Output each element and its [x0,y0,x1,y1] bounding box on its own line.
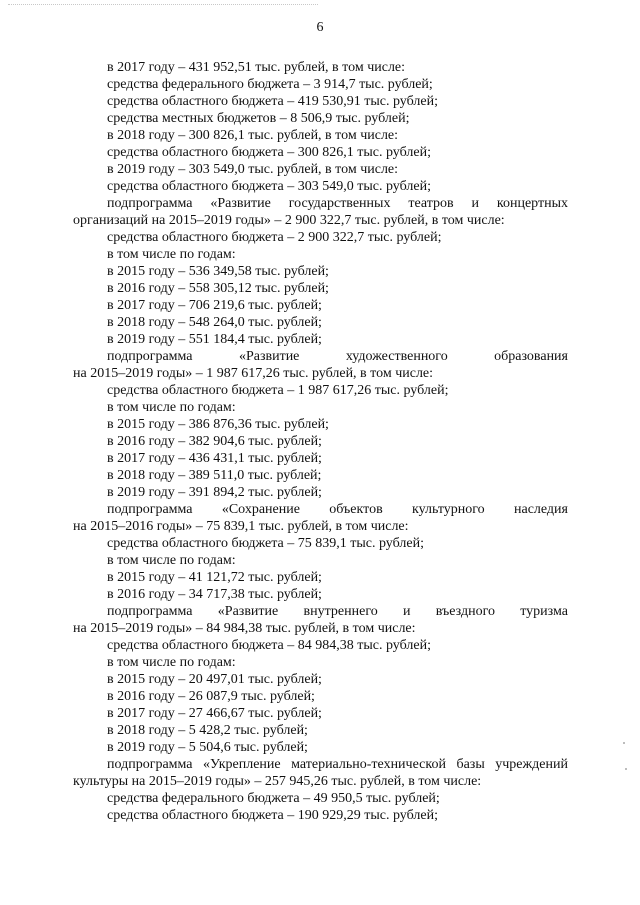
scan-speck [623,742,625,744]
text-line: в 2017 году – 27 466,67 тыс. рублей; [107,706,322,721]
text-line: средства областного бюджета – 75 839,1 тыс. рублей; [107,536,424,551]
text-line: в 2018 году – 548 264,0 тыс. рублей; [107,315,322,330]
text-line: средства областного бюджета – 303 549,0 тыс. рублей; [107,179,431,194]
text-line: средства областного бюджета – 1 987 617,26 тыс. рублей; [107,383,449,398]
text-line: средства областного бюджета – 419 530,91 тыс. рублей; [107,94,438,109]
text-line: в 2017 году – 436 431,1 тыс. рублей; [107,451,322,466]
text-line: в 2017 году – 431 952,51 тыс. рублей, в том числе: [107,60,406,75]
text-line: в 2018 году – 389 511,0 тыс. рублей; [107,468,322,483]
text-line: в 2016 году – 26 087,9 тыс. рублей; [107,689,315,704]
text-line: в 2015 году – 41 121,72 тыс. рублей; [107,570,322,585]
scan-speck [625,768,627,770]
text-line: в 2019 году – 551 184,4 тыс. рублей; [107,332,322,347]
text-line: средства областного бюджета – 2 900 322,7 тыс. рублей; [107,230,442,245]
text-line: в 2015 году – 536 349,58 тыс. рублей; [107,264,329,279]
text-line: в 2015 году – 386 876,36 тыс. рублей; [107,417,329,432]
text-line: в 2015 году – 20 497,01 тыс. рублей; [107,672,322,687]
scan-artifact [8,4,318,6]
text-line: в 2016 году – 34 717,38 тыс. рублей; [107,587,322,602]
text-line: на 2015–2019 годы» – 84 984,38 тыс. рублей, в том числе: [73,621,416,636]
text-line: средства областного бюджета – 84 984,38 тыс. рублей; [107,638,431,653]
text-line: средства федерального бюджета – 49 950,5 тыс. рублей; [107,791,440,806]
text-line: в том числе по годам: [107,553,236,568]
text-line: в 2019 году – 391 894,2 тыс. рублей; [107,485,322,500]
text-line: в 2019 году – 5 504,6 тыс. рублей; [107,740,308,755]
text-line: в том числе по годам: [107,400,236,415]
text-line: в 2018 году – 300 826,1 тыс. рублей, в том числе: [107,128,399,143]
text-line: на 2015–2016 годы» – 75 839,1 тыс. рублей, в том числе: [73,519,409,534]
text-line: подпрограмма «Развитие внутреннего и въездного туризма [107,604,568,619]
text-line: средства областного бюджета – 190 929,29 тыс. рублей; [107,808,438,823]
text-line: подпрограмма «Сохранение объектов культурного наследия [107,502,568,517]
text-line: организаций на 2015–2019 годы» – 2 900 322,7 тыс. рублей, в том числе: [73,213,505,228]
text-line: подпрограмма «Развитие государственных театров и концертных [107,196,568,211]
text-line: в 2019 году – 303 549,0 тыс. рублей, в том числе: [107,162,399,177]
page-number: 6 [316,20,324,35]
text-line: в 2016 году – 558 305,12 тыс. рублей; [107,281,329,296]
text-line: культуры на 2015–2019 годы» – 257 945,26 тыс. рублей, в том числе: [73,774,482,789]
text-line: средства местных бюджетов – 8 506,9 тыс. рублей; [107,111,410,126]
text-line: в 2018 году – 5 428,2 тыс. рублей; [107,723,308,738]
text-line: в 2016 году – 382 904,6 тыс. рублей; [107,434,322,449]
text-line: средства областного бюджета – 300 826,1 тыс. рублей; [107,145,431,160]
text-line: подпрограмма «Развитие художественного образования [107,349,568,364]
text-line: на 2015–2019 годы» – 1 987 617,26 тыс. рублей, в том числе: [73,366,434,381]
text-line: в 2017 году – 706 219,6 тыс. рублей; [107,298,322,313]
text-line: подпрограмма «Укрепление материально-технической базы учреждений [107,757,568,772]
body-text [73,59,568,824]
text-line: средства федерального бюджета – 3 914,7 тыс. рублей; [107,77,433,92]
text-line: в том числе по годам: [107,247,236,262]
text-line: в том числе по годам: [107,655,236,670]
